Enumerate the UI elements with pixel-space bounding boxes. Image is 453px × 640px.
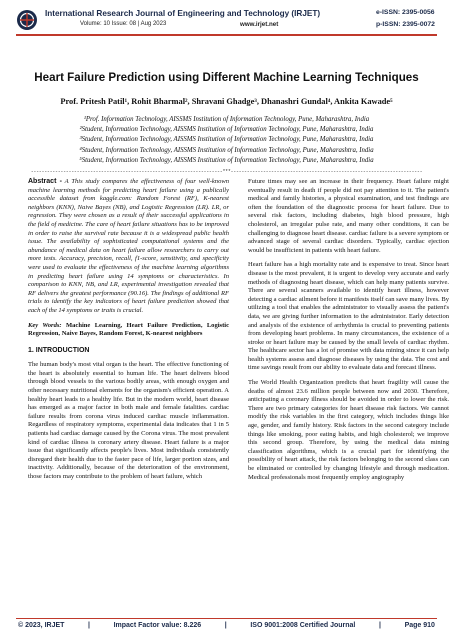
abstract-text: A This study compares the effectiveness of four well-known machine learning methods for predicting heart failure using a publically accessible dataset from kaggle.com: Random Forest (RF), K-nearest neighbors (KNN), Naive Bayes (NB), and Logistic Regression (LR). LR, or regression. They were chosen as a result of their successful applications in the field of medicine. The care of heart failure situations has to be improved in order to raise the survival rate because it is a widespread public health issue. The availability of sophisticated computational systems and the abundance of medical data on heart failure allow researchers to carry out more tests. Accuracy, precision, recall, f1-score, sensitivity, and specificity were used to evaluate the effectiveness of the machine learning algorithms in predicting heart failure using 14 symptoms or characteristics. In comparison to KNN, NB, and LR, experimental investigation revealed that RF delivers the greatest performance (90.16). The findings of additional RF trials to identify the key indicators of heart failure prediction showed that each of the 14 symptoms or traits is crucial. (28, 178, 229, 314)
body-paragraph-3: The World Health Organization predicts that heart fragility will cause the deaths of almost 23.6 million people between now and 2030. Therefore, anticipating a coronary illness should be avoided in order to lower the risk. There are two primary categories for heart disease risk factors. We cannot modify the risk variables in the first category, which includes things like age, gender, and family history. Risk factors in the second category include things like smoking, poor eating habits, and high cholesterol; we improve this second group. Therefore, by using the medical data mining classification algorithms, which is a crucial part for identifying the possibility of heart attack, the risk factors belonging to the second class can be eliminated or controlled by changing lifestyle and through medication. Medical professionals most frequently employ angiography (248, 379, 449, 481)
journal-website[interactable]: www.irjet.net (240, 21, 279, 28)
keywords-label: Key Words: (28, 321, 62, 329)
e-issn: e-ISSN: 2395-0056 (376, 9, 435, 16)
journal-header (0, 0, 453, 40)
abstract-label: Abstract - (28, 178, 62, 185)
abstract (28, 178, 229, 316)
footer-page-number: Page 910 (404, 622, 435, 629)
affiliation-5: ⁵Student, Information Technology, AISSMS Institution of Information Technology, Pune, Maharashtra, India (79, 156, 374, 164)
intro-paragraph: The human body's most vital organ is the heart. The effective functioning of the heart is absolutely essential to human life. The heart delivers blood through blood vessels to the various bodily areas, with enough oxygen and other necessary nutritional elements for the organism's efficient operation. A healthy heart leads to a healthy life. But in the modern world, heart disease has emerged as a major factor in both male and female fatalities. cardiac failure results from corona virus induced cardiac muscle inflammation. Regardless of respiratory symptoms, experimental data indicates that 1 in 5 patients had cardiac damage caused by the Corona virus. The most prevalent kind of cardiac illness is coronary artery disease. Heart failure is a major issue that significantly affects people's lives. Most individuals consistently disregard their health due to the faster pace of life, larger portion sizes, and inactivity. Additionally, because of the deterioration of the environment, those factors may contribute to the problem of heart failure, which (28, 361, 229, 480)
footer-copyright: © 2023, IRJET (18, 622, 65, 629)
body-paragraph-1: Future times may see an increase in their frequency. Heart failure might eventually result in death if people did not pay attention to it. The patient's medical and family histories, a physical examination, and test findings are often the foundation of the diagnostic process for heart failure. Due to several risk factors, including diabetes, high blood pressure, high cholesterol, an irregular pulse rate, and many other conditions, it can be challenging to diagnose heart disease. cardiac failure is a severe symptom or advanced stage of several cardiac disorders. Typically, cardiac ejection would be insufficient in patients with heart failure. (248, 178, 449, 254)
separator-line: -----------------------------------------------------------------------***----------------------------------------------------------------------- (30, 169, 423, 175)
section-heading-introduction: 1. INTRODUCTION (28, 346, 90, 354)
right-column (248, 178, 449, 482)
p-issn: p-ISSN: 2395-0072 (376, 21, 435, 28)
footer-impact-factor: Impact Factor value: 8.226 (113, 622, 202, 629)
irjet-logo-icon (16, 9, 38, 31)
affiliation-4: ⁴Student, Information Technology, AISSMS Institution of Information Technology, Pune, Maharashtra, India (79, 146, 374, 154)
keywords-text: Machine Learning, Heart Failure Prediction, Logistic Regression, Naive Bayes, Random Forest, K-nearest neighbors (28, 321, 230, 338)
left-column (28, 178, 229, 482)
footer-iso: ISO 9001:2008 Certified Journal (250, 622, 356, 629)
page-footer (18, 622, 435, 629)
footer-divider-2: | (224, 622, 227, 629)
author-list: Prof. Pritesh Patil¹, Rohit Bharmal², Shravani Ghadge³, Dhanashri Gundal⁴, Ankita Kawade⁵ (60, 97, 393, 106)
affiliation-2: ²Student, Information Technology, AISSMS Institution of Information Technology, Pune, Maharashtra, India (79, 126, 374, 134)
footer-divider-1: | (88, 622, 90, 629)
header-divider (16, 34, 437, 36)
body-paragraph-2: Heart failure has a high mortality rate and is expensive to treat. Since heart disease is the most prevalent, it is urgent to develop very accurate and early methods of diagnosing heart disease, which can help many patients survive. There are several scanners available to identify heart illness, however detecting a cardiac ailment before it manifests itself can save many lives. By utilizing a tool that enables the administrator to visually assess the patient's data, we are giving further information to the administrator. Early detection and analysis of the existence of arrhythmia is crucial to preventing patients from developing heart problems. In many circumstances, the existence of a stroke or heart failure may be caused by the small levels of cardiac rhythm. The healthcare sector has a lot of promise with data mining since it can help health systems assess and diagnose diseases by using the data. The cost and time savings result from our ability to evaluate data and forecast illness. (248, 261, 449, 372)
journal-name: International Research Journal of Engineering and Technology (IRJET) (45, 9, 321, 18)
affiliation-1: ¹Prof. Information Technology, AISSMS Institution of Information Technology, Pune, Maharashtra, India (83, 116, 370, 123)
paper-title: Heart Failure Prediction using Different Machine Learning Techniques (34, 71, 419, 84)
affiliations (16, 115, 437, 166)
keywords (28, 322, 229, 339)
footer-divider-3: | (378, 622, 381, 629)
footer-divider (16, 618, 437, 619)
volume-issue: Volume: 10 Issue: 08 | Aug 2023 (80, 21, 167, 27)
affiliation-3: ³Student, Information Technology, AISSMS Institution of Information Technology, Pune, Maharashtra, India (79, 136, 374, 144)
